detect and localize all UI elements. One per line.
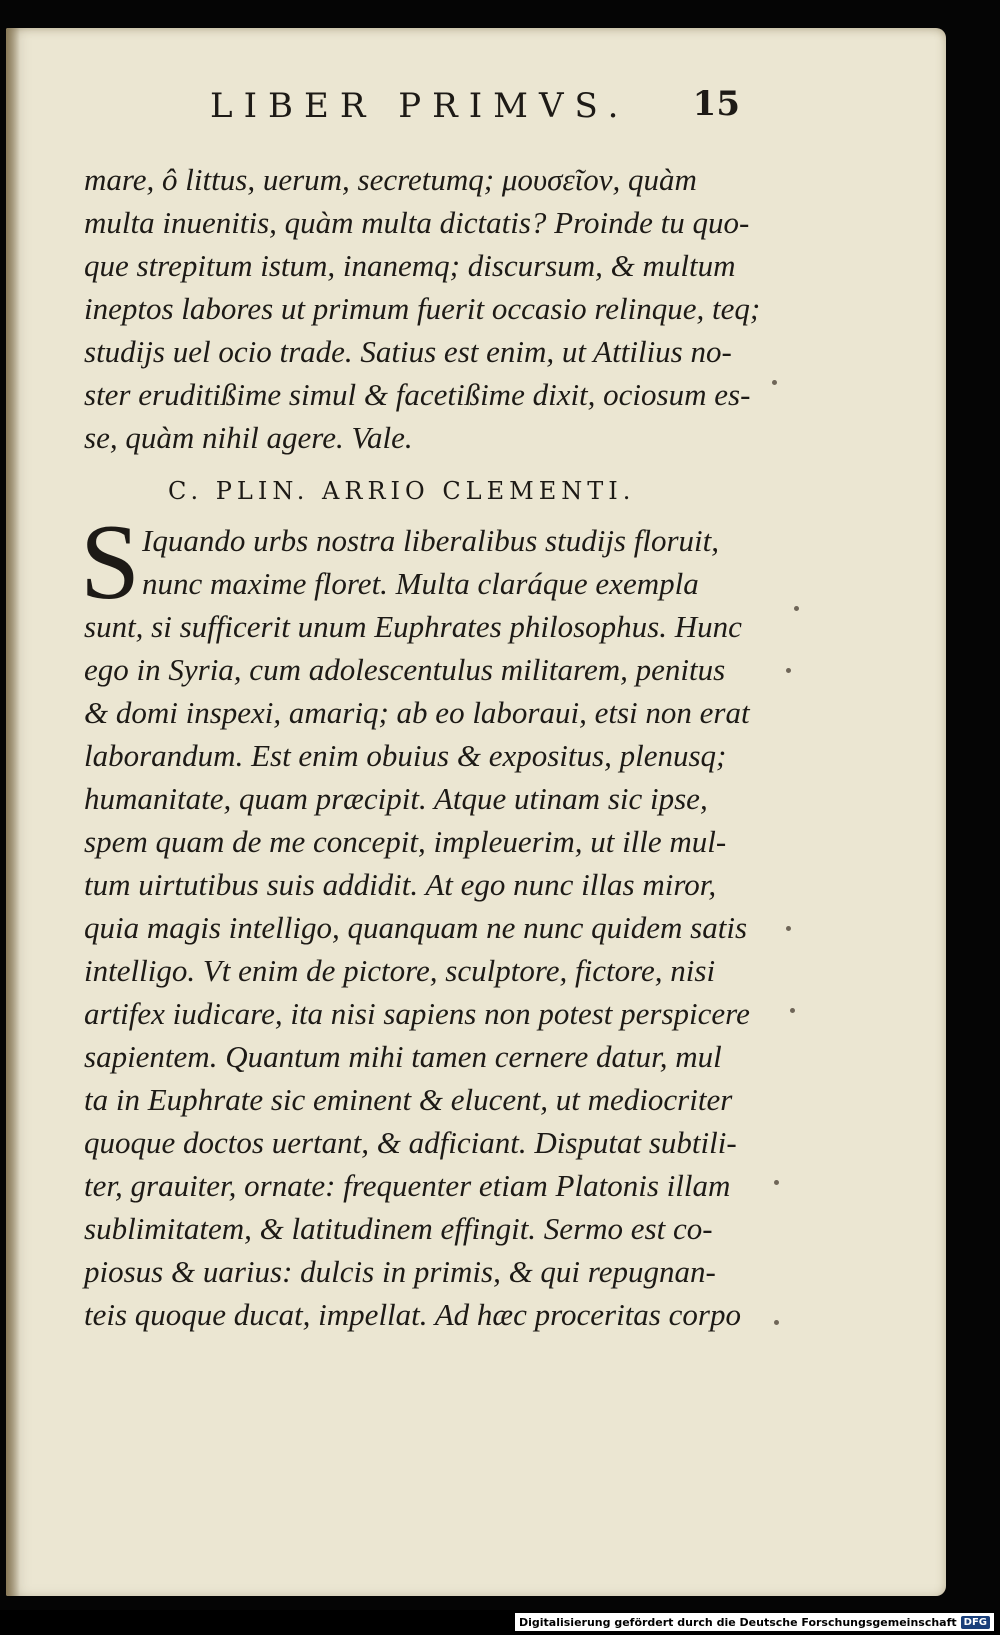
text-line: ster eruditißime simul & facetißime dixit, ociosum es- xyxy=(84,377,751,412)
text-line: laborandum. Est enim obuius & expositus, plenusq; xyxy=(84,738,727,773)
text-line: tum uirtutibus suis addidit. At ego nunc illas miror, xyxy=(84,867,717,902)
drop-cap: S xyxy=(80,503,141,622)
letter-1-ending xyxy=(84,158,761,459)
text-line: ego in Syria, cum adolescentulus militarem, penitus xyxy=(84,652,726,687)
letter-2-body xyxy=(80,503,750,1336)
page-gutter-shadow xyxy=(6,28,20,1596)
text-line: mare, ô littus, uerum, secretumq; μουσεῖον, quàm xyxy=(84,162,697,197)
digitization-credit xyxy=(515,1613,994,1631)
margin-speck xyxy=(786,926,791,931)
text-line: teis quoque ducat, impellat. Ad hæc proceritas corpo xyxy=(84,1297,741,1332)
text-line: sapientem. Quantum mihi tamen cernere datur, mul xyxy=(84,1039,722,1074)
text-line: sublimitatem, & latitudinem effingit. Sermo est co- xyxy=(84,1211,713,1246)
text-line: quia magis intelligo, quanquam ne nunc quidem satis xyxy=(84,910,748,945)
page-number: 15 xyxy=(692,84,740,124)
margin-speck xyxy=(790,1008,795,1013)
running-title: LIBER PRIMVS. xyxy=(210,86,630,126)
margin-speck xyxy=(774,1180,779,1185)
margin-speck xyxy=(772,380,777,385)
margin-speck xyxy=(786,668,791,673)
text-line: intelligo. Vt enim de pictore, sculptore, fictore, nisi xyxy=(84,953,716,988)
text-line: ta in Euphrate sic eminent & elucent, ut mediocriter xyxy=(84,1082,733,1117)
text-line: & domi inspexi, amariq; ab eo laboraui, etsi non erat xyxy=(84,695,750,730)
text-line: spem quam de me concepit, impleuerim, ut ille mul- xyxy=(84,824,727,859)
text-line: ter, grauiter, ornate: frequenter etiam Platonis illam xyxy=(84,1168,731,1203)
text-line: artifex iudicare, ita nisi sapiens non potest perspicere xyxy=(84,996,750,1031)
text-line: studijs uel ocio trade. Satius est enim, ut Attilius no- xyxy=(84,334,732,369)
margin-speck xyxy=(774,1320,779,1325)
text-line: ineptos labores ut primum fuerit occasio relinque, teq; xyxy=(84,291,761,326)
text-line: nunc maxime floret. Multa claráque exempla xyxy=(142,566,699,601)
text-line: se, quàm nihil agere. Vale. xyxy=(84,420,413,455)
text-line: multa inuenitis, quàm multa dictatis? Proinde tu quo- xyxy=(84,205,750,240)
text-line: quoque doctos uertant, & adficiant. Disputat subtili- xyxy=(84,1125,737,1160)
running-head xyxy=(210,86,740,136)
credit-text: Digitalisierung gefördert durch die Deutsche Forschungsgemeinschaft xyxy=(518,1615,957,1629)
text-line: Iquando urbs nostra liberalibus studijs floruit, xyxy=(142,523,720,558)
book-page xyxy=(6,28,946,1596)
text-line: humanitate, quam præcipit. Atque utinam sic ipse, xyxy=(84,781,708,816)
text-block xyxy=(80,158,761,1336)
text-line: que strepitum istum, inanemq; discursum, & multum xyxy=(84,248,736,283)
letter-heading: C. PLIN. ARRIO CLEMENTI. xyxy=(168,477,636,505)
text-line: piosus & uarius: dulcis in primis, & qui repugnan- xyxy=(84,1254,716,1289)
text-line: sunt, si sufficerit unum Euphrates philosophus. Hunc xyxy=(84,609,742,644)
margin-speck xyxy=(794,606,799,611)
dfg-logo: DFG xyxy=(961,1616,990,1629)
